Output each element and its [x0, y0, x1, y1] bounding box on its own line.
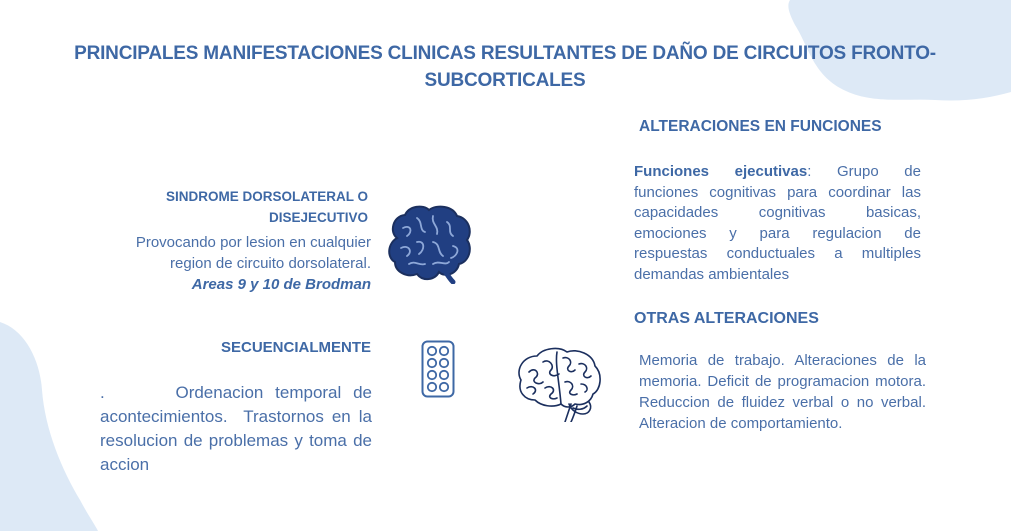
otras-alteraciones-body: Memoria de trabajo. Alteraciones de la memoria. Deficit de programacion motora. Reduccion de fluidez verbal o no verbal. Alteracion de comportamiento.: [639, 352, 926, 432]
funciones-ejecutivas-term: Funciones ejecutivas: [634, 163, 808, 180]
brain-outline-icon: [513, 344, 603, 422]
funciones-ejecutivas-text: : Grupo de funciones cognitivas para coordinar las capacidades cognitivas basicas, emociones y para regulacion de respuestas conductuales a multiples demandas ambientales: [634, 163, 921, 283]
alteraciones-funciones-heading: ALTERACIONES EN FUNCIONES: [639, 118, 882, 135]
dorsolateral-heading-line2: DISEJECUTIVO: [268, 210, 368, 225]
dorsolateral-body-line1: Provocando por lesion en cualquier: [135, 234, 371, 251]
dorsolateral-body: [80, 232, 371, 295]
otras-alteraciones-heading: OTRAS ALTERACIONES: [634, 310, 819, 327]
page-title: PRINCIPALES MANIFESTACIONES CLINICAS RESULTANTES DE DAÑO DE CIRCUITOS FRONTO-SUBCORTICALES: [74, 43, 936, 91]
dorsolateral-heading-line1: SINDROME DORSOLATERAL O: [165, 189, 368, 204]
pill-blister-icon: [421, 340, 455, 398]
brodman-areas: Areas 9 y 10 de Brodman: [191, 276, 371, 293]
funciones-ejecutivas-body: [634, 162, 921, 286]
secuencialmente-heading: SECUENCIALMENTE: [220, 339, 371, 356]
secuencialmente-body: . Ordenacion temporal de acontecimientos. Trastornos en la resolucion de problemas y toma de accion: [100, 383, 377, 474]
dorsolateral-body-line2: region de circuito dorsolateral.: [170, 255, 371, 272]
dorsolateral-heading: [150, 186, 368, 228]
brain-filled-icon: [383, 202, 475, 284]
